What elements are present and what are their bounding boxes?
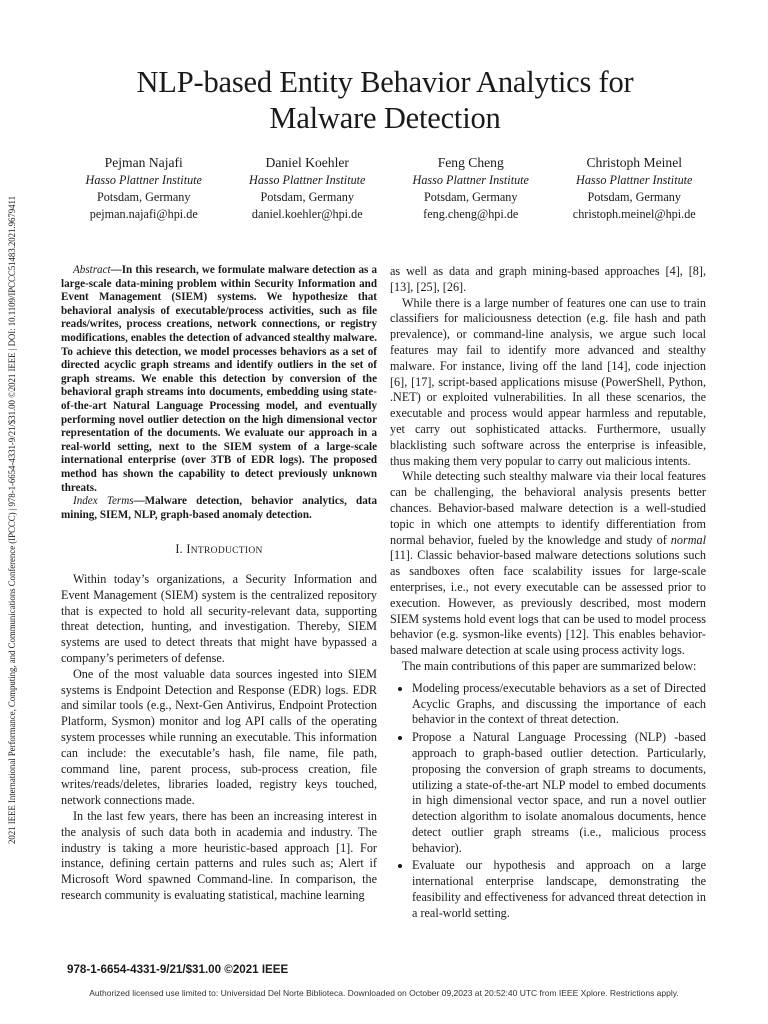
author-4: [553, 154, 717, 223]
title-line-2: Malware Detection: [269, 101, 501, 135]
footer-authorized-use: Authorized licensed use limited to: Universidad Del Norte Biblioteca. Downloaded on October 09,2023 at 20:52:40 UTC from IEEE Xplore. Restrictions apply.: [89, 988, 679, 998]
index-terms-label: Index Terms: [73, 495, 134, 508]
author-email: daniel.koehler@hpi.de: [251, 207, 363, 221]
author-name: Daniel Koehler: [265, 155, 349, 170]
normal-emphasis: normal: [670, 532, 706, 547]
author-3: [389, 154, 553, 223]
contributions-list: [390, 681, 706, 922]
author-email: feng.cheng@hpi.de: [423, 207, 519, 221]
author-2: [226, 154, 390, 223]
right-paragraph-1: as well as data and graph mining-based approaches [4], [8], [13], [25], [26].: [390, 264, 706, 294]
abstract-text: —In this research, we formulate malware detection as a large-scale data-mining problem within Security Information and Event Management (SIEM) systems. We hypothesize that behavioral analysis of executable/process activities, such as file reads/writes, process creations, network connections, or registry modifications, enables the detection of advanced stealthy malware. To achieve this detection, we model processes behaviors as a set of directed acyclic graph streams and identify outliers in the set of graph streams. We enable this detection by conversion of the behavioral graph streams into documents, embedding using state-of-the-art Natural Language Processing model, and eventually performing novel outlier detection on the high dimensional vector representation of the documents. We evaluate our approach in a real-world setting, next to the SIEM system of a large-scale international enterprise (over 3TB of EDR logs). The proposed method has shown the capability to detect previously unknown threats.: [61, 264, 377, 494]
author-email: pejman.najafi@hpi.de: [89, 207, 198, 221]
intro-paragraph-1: Within today’s organizations, a Security Information and Event Management (SIEM) system is the centralized repository that is expected to hold all security-relevant data, supporting threat detection, hunting, and investigation. Thereby, SIEM systems are used to detect threats that might have bypassed a company’s perimeters of defense.: [61, 572, 377, 666]
author-affiliation: Hasso Plattner Institute: [249, 173, 366, 187]
index-terms: [61, 495, 377, 522]
author-location: Potsdam, Germany: [260, 190, 354, 204]
section-number: I.: [175, 542, 184, 557]
author-name: Christoph Meinel: [586, 155, 683, 170]
intro-paragraph-3: In the last few years, there has been an increasing interest in the analysis of such data both in academia and industry. The industry is taking a more heuristic-based approach [1]. For instance, defining certain patterns and rules such as; Alert if Microsoft Word spawned Command-line. In comparison, the research community is evaluating statistical, machine learning: [61, 809, 377, 903]
right-paragraph-3-part-a: While detecting such stealthy malware via their local features can be challenging, the behavioral analysis presents better chances. Behavior-based malware detection is a well-studied topic in which one attempts to identify differentiation from normal behavior, fueled by the knowledge and study of: [390, 469, 706, 547]
index-terms-text: —Malware detection, behavior analytics, data mining, SIEM, NLP, graph-based anomaly detection.: [61, 495, 377, 521]
abstract-label: Abstract: [73, 264, 111, 276]
contributions-intro: The main contributions of this paper are summarized below:: [402, 658, 697, 673]
abstract: [61, 264, 377, 495]
section-title-first: I: [186, 542, 191, 557]
intro-paragraph-2: One of the most valuable data sources ingested into SIEM systems is Endpoint Detection and Response (EDR) logs. EDR and similar tools (e.g., Next-Gen Antivirus, Endpoint Protection Platform, Sysmon) monitor and log API calls of the operating system processes while running an executable. This information can include: the executable’s hash, file name, file path, command line, parent process, sub-process creation, file writes/reads/deletes, libraries loaded, registry keys touched, network connections made.: [61, 666, 377, 808]
author-block: [62, 154, 716, 223]
right-column: [390, 264, 706, 924]
right-paragraph-3: [390, 469, 706, 659]
right-paragraph-3-part-b: [11]. Classic behavior-based malware detections solutions such as sandboxes often face scalability issues for large-scale enterprises, i.e., not every executable can be assessed prior to execution. However, as previously described, most modern SIEM systems hold event logs that can be used to model process behavior (e.g. sysmon-like events) [12]. This enables behavior-based malware detection at scale using process activity logs.: [390, 548, 706, 658]
contribution-item: • Propose a Natural Language Processing (NLP) -based approach to graph-based outlier detection. Particularly, proposing the conversion of graph streams to documents, utilizing a state-of-the-art NLP model to embed documents in high dimensional vector space, and run a novel outlier detection algorithm to isolate anomalous documents, hence detect outlier graph streams (i.e., malicious process behavior).: [412, 730, 706, 856]
left-column: [61, 264, 377, 904]
author-location: Potsdam, Germany: [424, 190, 518, 204]
right-paragraph-2: While there is a large number of features one can use to train classifiers for maliciousness detection (e.g. file hash and path prevalence), or command-line analysis, we argue such local features may fail to identify more advanced and stealthy malware. For instance, living off the land [14], code injection [6], [17], script-based applications misuse (PowerShell, Python, .NET) or exploited vulnerabilities. In all these scenarios, the executable and process would appear harmless and reputable, yet carry out sophisticated attacks. Furthermore, usually blacklisting such software across the enterprise is infeasible, thus making them very popular to carry out malicious intents.: [390, 295, 706, 468]
contribution-item: • Modeling process/executable behaviors as a set of Directed Acyclic Graphs, and discussing the importance of each behavior in the context of threat detection.: [412, 681, 706, 728]
author-location: Potsdam, Germany: [587, 190, 681, 204]
author-affiliation: Hasso Plattner Institute: [576, 173, 693, 187]
author-affiliation: Hasso Plattner Institute: [412, 173, 529, 187]
author-name: Feng Cheng: [437, 155, 504, 170]
title-line-1: NLP-based Entity Behavior Analytics for: [136, 65, 634, 99]
author-location: Potsdam, Germany: [97, 190, 191, 204]
contribution-item: • Evaluate our hypothesis and approach on a large international enterprise landscape, demonstrating the feasibility and effectiveness for advanced threat detection in a real-world setting.: [412, 858, 706, 921]
sidebar-doi-banner: [2, 130, 22, 910]
section-heading-introduction: [61, 542, 377, 560]
author-affiliation: Hasso Plattner Institute: [85, 173, 202, 187]
author-1: [62, 154, 226, 223]
section-title-rest: NTRODUCTION: [190, 546, 263, 557]
sidebar-text: 2021 IEEE International Performance, Computing, and Communications Conference (IPCCC) | 978-1-6654-4331-9/21/$31.00 ©2021 IEEE | DOI: 10.1109/IPCCC51483.2021.9679411: [7, 196, 17, 844]
author-email: christoph.meinel@hpi.de: [572, 207, 696, 221]
footer-isbn: 978-1-6654-4331-9/21/$31.00 ©2021 IEEE: [67, 963, 289, 976]
paper-title: [90, 64, 680, 136]
author-name: Pejman Najafi: [104, 155, 183, 170]
